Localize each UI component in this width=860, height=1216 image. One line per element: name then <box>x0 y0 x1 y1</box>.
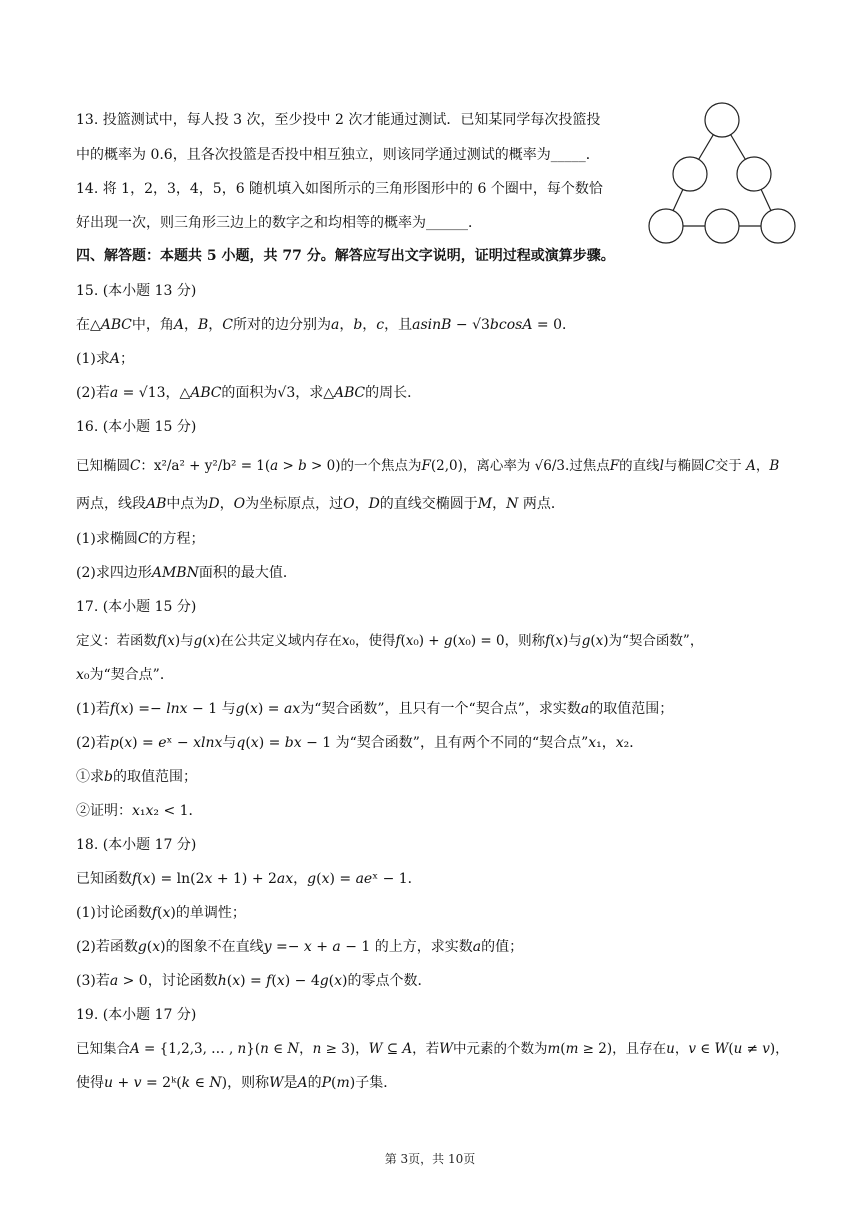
section-4-heading: 四、解答题：本题共 5 小题，共 77 分。解答应写出文字说明，证明过程或演算步骤。 <box>76 248 615 264</box>
problem-16-q2: (2)求四边形𝐴𝑀𝐵𝑁面积的最大值． <box>76 565 297 581</box>
figure-circle-bottom-middle <box>705 209 739 243</box>
problem-17-q1: (1)若𝑓(𝑥) =− 𝑙𝑛𝑥 − 1 与𝑔(𝑥) = 𝑎𝑥为“契合函数”，且只有一个“契合点”，求实数𝑎的取值范围； <box>76 701 674 717</box>
problem-18-q2: (2)若函数𝑔(𝑥)的图象不在直线𝑦 =− 𝑥 + 𝑎 − 1 的上方，求实数𝑎的值； <box>76 939 524 955</box>
problem-17-q2: (2)若𝑝(𝑥) = 𝑒ˣ − 𝑥𝑙𝑛𝑥与𝑞(𝑥) = 𝑏𝑥 − 1 为“契合函数”，且有两个不同的“契合点”𝑥₁，𝑥₂． <box>76 735 644 751</box>
problem-17-q2b: ②证明：𝑥₁𝑥₂ < 1． <box>76 803 203 819</box>
problem-17-line-1: 定义：若函数𝑓(𝑥)与𝑔(𝑥)在公共定义域内存在𝑥₀，使得𝑓(𝑥₀) + 𝑔(𝑥₀) = 0，则称𝑓(𝑥)与𝑔(𝑥)为“契合函数”， <box>76 633 704 649</box>
problem-19-line-1: 已知集合𝐴 = {1,2,3, … , 𝑛}(𝑛 ∈ 𝑁，𝑛 ≥ 3)，𝑊 ⊆ 𝐴，若𝑊中元素的个数为𝑚(𝑚 ≥ 2)，且存在𝑢，𝑣 ∈ 𝑊(𝑢 ≠ 𝑣)， <box>76 1041 789 1057</box>
problem-16-line-2: 两点，线段𝐴𝐵中点为𝐷，𝑂为坐标原点，过𝑂，𝐷的直线交椭圆于𝑀，𝑁 两点． <box>76 496 565 512</box>
figure-circle-bottom-right <box>761 209 795 243</box>
problem-19-line-2: 使得𝑢 + 𝑣 = 2ᵏ(𝑘 ∈ 𝑁)，则称𝑊是𝐴的𝑃(𝑚)子集． <box>76 1075 398 1091</box>
problem-18-q3: (3)若𝑎 > 0，讨论函数ℎ(𝑥) = 𝑓(𝑥) − 4𝑔(𝑥)的零点个数． <box>76 973 432 989</box>
problem-16-heading: 16. (本小题 15 分) <box>76 419 197 435</box>
figure-circle-bottom-left <box>649 209 683 243</box>
problem-15-line-1: 在△𝐴𝐵𝐶中，角𝐴，𝐵，𝐶所对的边分别为𝑎，𝑏，𝑐，且𝑎𝑠𝑖𝑛𝐵 − √3𝑏𝑐𝑜𝑠𝐴 = 0． <box>76 317 576 333</box>
triangle-circles-figure <box>645 100 800 250</box>
problem-13-line-2: 中的概率为 0.6，且各次投篮是否投中相互独立，则该同学通过测试的概率为_____． <box>76 147 600 163</box>
figure-circle-left-middle <box>673 157 707 191</box>
problem-19-heading: 19. (本小题 17 分) <box>76 1007 197 1023</box>
problem-14-line-1: 14. 将 1，2，3，4，5，6 随机填入如图所示的三角形图形中的 6 个圈中，每个数恰 <box>76 181 603 197</box>
problem-15-q1: (1)求𝐴； <box>76 351 134 367</box>
problem-17-q2a: ①求𝑏的取值范围； <box>76 769 197 785</box>
problem-16-line-1: 已知椭圆𝐶：x²/a² + y²/b² = 1(𝑎 > 𝑏 > 0)的一个焦点为𝐹(2,0)，离心率为 √6/3.过焦点𝐹的直线𝑙与椭圆𝐶交于 𝐴，𝐵 <box>76 458 780 474</box>
problem-16-q1: (1)求椭圆𝐶的方程； <box>76 531 205 547</box>
figure-circle-top <box>705 103 739 137</box>
problem-17-heading: 17. (本小题 15 分) <box>76 599 197 615</box>
problem-15-q2: (2)若𝑎 = √13，△𝐴𝐵𝐶的面积为√3，求△𝐴𝐵𝐶的周长． <box>76 385 422 401</box>
problem-15-heading: 15. (本小题 13 分) <box>76 283 197 299</box>
problem-18-line-1: 已知函数𝑓(𝑥) = ln(2𝑥 + 1) + 2𝑎𝑥，𝑔(𝑥) = 𝑎𝑒ˣ − 1． <box>76 871 422 887</box>
problem-18-q1: (1)讨论函数𝑓(𝑥)的单调性； <box>76 905 246 921</box>
problem-14-line-2: 好出现一次，则三角形三边上的数字之和均相等的概率为______． <box>76 215 482 231</box>
problem-18-heading: 18. (本小题 17 分) <box>76 837 197 853</box>
problem-13-line-1: 13. 投篮测试中，每人投 3 次，至少投中 2 次才能通过测试．已知某同学每次投篮投 <box>76 112 601 128</box>
page-footer: 第 3页，共 10页 <box>384 1152 476 1166</box>
figure-circle-right-middle <box>737 157 771 191</box>
problem-17-line-2: 𝑥₀为“契合点”． <box>76 667 174 683</box>
